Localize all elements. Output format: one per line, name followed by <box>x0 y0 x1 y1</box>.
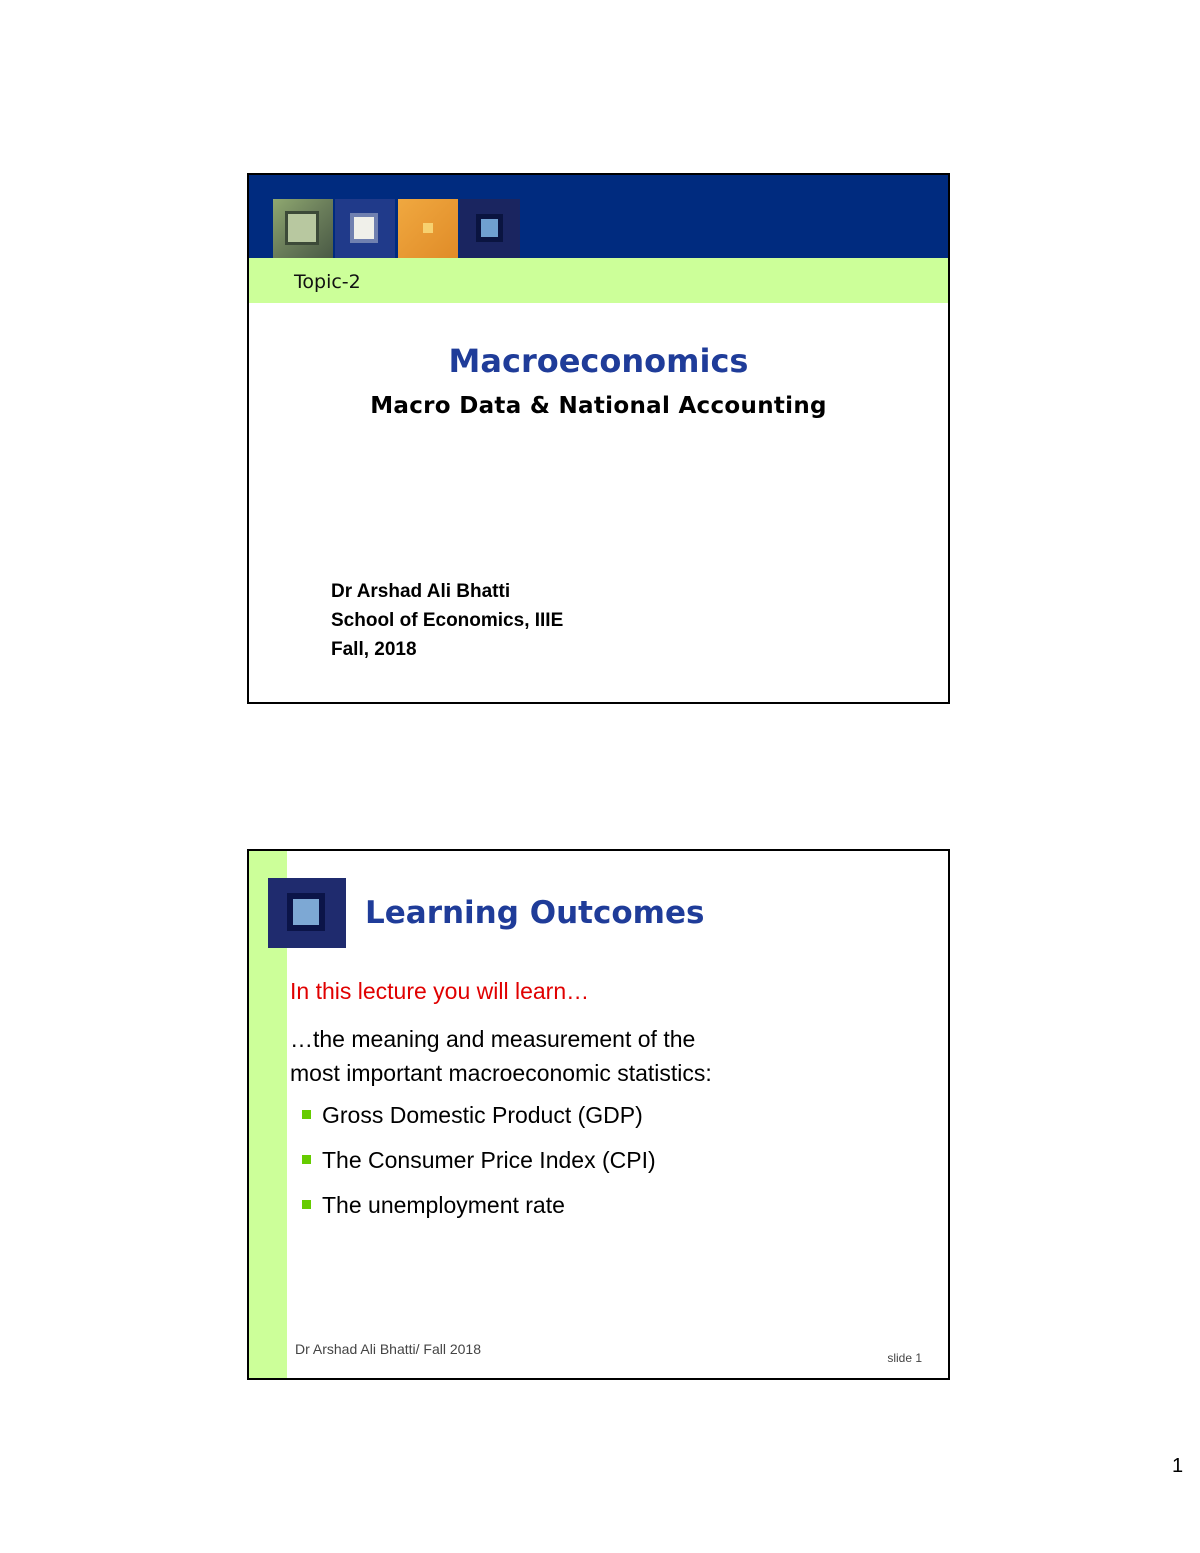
author-affiliation: School of Economics, IIIE <box>331 610 564 631</box>
bullet-item <box>302 1188 656 1233</box>
topic-label: Topic-2 <box>294 271 361 293</box>
intro-text: In this lecture you will learn… <box>290 978 590 1004</box>
square-bullet-icon <box>302 1110 311 1119</box>
bullet-list <box>302 1098 656 1233</box>
square-bullet-icon <box>302 1200 311 1209</box>
description-line: most important macroeconomic statistics: <box>290 1060 712 1086</box>
author-info <box>331 577 563 664</box>
bullet-text: The unemployment rate <box>322 1192 565 1218</box>
learning-outcomes-slide <box>247 849 950 1380</box>
description <box>290 1022 712 1090</box>
decorative-tile-blue-icon <box>335 199 395 258</box>
description-line: …the meaning and measurement of the <box>290 1026 696 1052</box>
slide-number: slide 1 <box>887 1351 922 1365</box>
decorative-tile-navy-icon <box>460 199 520 258</box>
slide-subtitle: Macro Data & National Accounting <box>370 393 827 419</box>
slide-title: Macroeconomics <box>448 342 749 380</box>
author-term: Fall, 2018 <box>331 639 417 660</box>
slide-header-bar <box>249 175 948 258</box>
bullet-item <box>302 1098 656 1143</box>
bullet-item <box>302 1143 656 1188</box>
slide-title: Learning Outcomes <box>365 895 705 931</box>
bullet-text: Gross Domestic Product (GDP) <box>322 1102 643 1128</box>
decorative-tile-navy-icon <box>268 878 346 948</box>
slide-footer-author: Dr Arshad Ali Bhatti/ Fall 2018 <box>295 1341 481 1357</box>
square-bullet-icon <box>302 1155 311 1164</box>
decorative-tile-orange-icon <box>398 199 458 258</box>
page-number: 1 <box>1172 1455 1184 1477</box>
author-name: Dr Arshad Ali Bhatti <box>331 581 511 602</box>
bullet-text: The Consumer Price Index (CPI) <box>322 1147 656 1173</box>
decorative-tile-green-icon <box>273 199 333 258</box>
title-slide <box>247 173 950 704</box>
